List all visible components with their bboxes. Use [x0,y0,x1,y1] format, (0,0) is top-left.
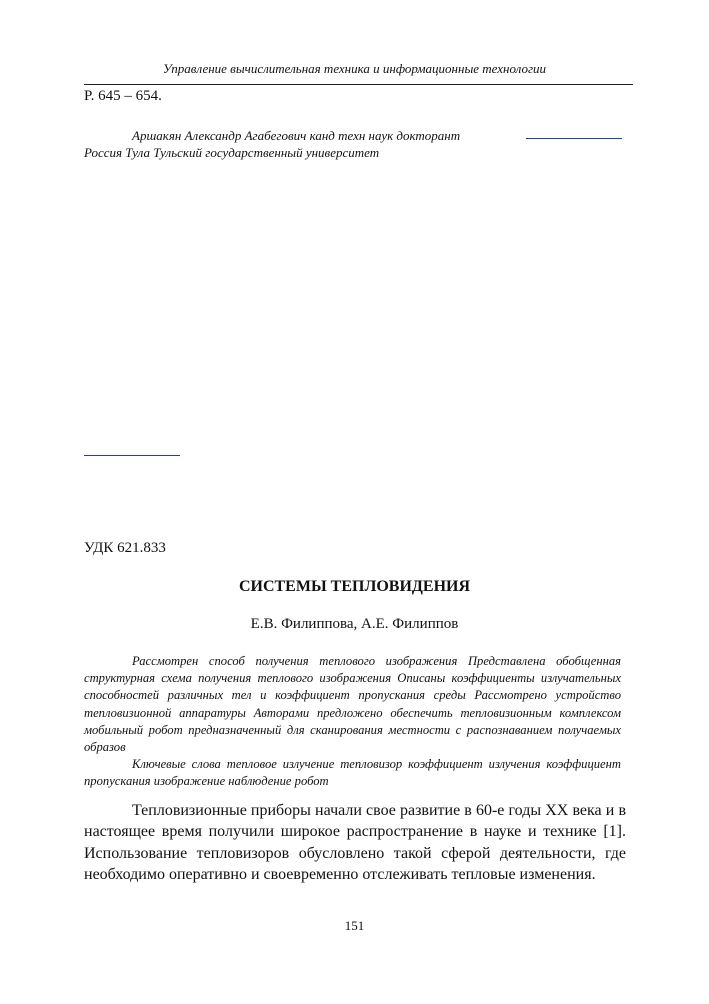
header-rule [84,84,633,85]
udk-code: УДК 621.833 [84,540,166,556]
footnote-link[interactable] [84,455,180,456]
keywords-text: Ключевые слова тепловое излучение тепловизор коэффициент излучения коэффициент пропускания изображение наблюдение робот [84,757,621,789]
previous-article-page-ref: P. 645 – 654. [84,88,162,104]
abstract-text: Рассмотрен способ получения теплового изображения Представлена обобщенная структурная схема получения теплового изображения Описаны коэффициенты излучательных способностей различных тел и коэффициент пропускания среды Рассмотрено устройство тепловизионной аппаратуры Авторами предложено обеспечить тепловизионным комплексом мобильный робот предназначенный для сканирования местности с распознаванием получаемых образов [84,654,621,755]
running-header: Управление вычислительная техника и информационные технологии [162,61,547,76]
previous-author-info: Аршакян Александр Агабегович канд техн наук докторант [132,128,461,143]
body-text [84,800,626,885]
abstract-block [84,653,621,791]
body-paragraph: Тепловизионные приборы начали свое развитие в 60-е годы XX века и в настоящее время получили широкое распространение в науке и технике [1]. Использование тепловизоров обусловлено такой сферой деятельности, где необходимо оперативно и своевременно отслеживать тепловые изменения. [84,802,626,883]
previous-author-affiliation: Россия Тула Тульский государственный университет [84,145,380,160]
article-authors: Е.В. Филиппова, А.Е. Филиппов [250,616,459,632]
article-title: СИСТЕМЫ ТЕПЛОВИДЕНИЯ [238,578,471,595]
page-number: 151 [344,918,365,933]
email-link[interactable] [526,138,622,139]
